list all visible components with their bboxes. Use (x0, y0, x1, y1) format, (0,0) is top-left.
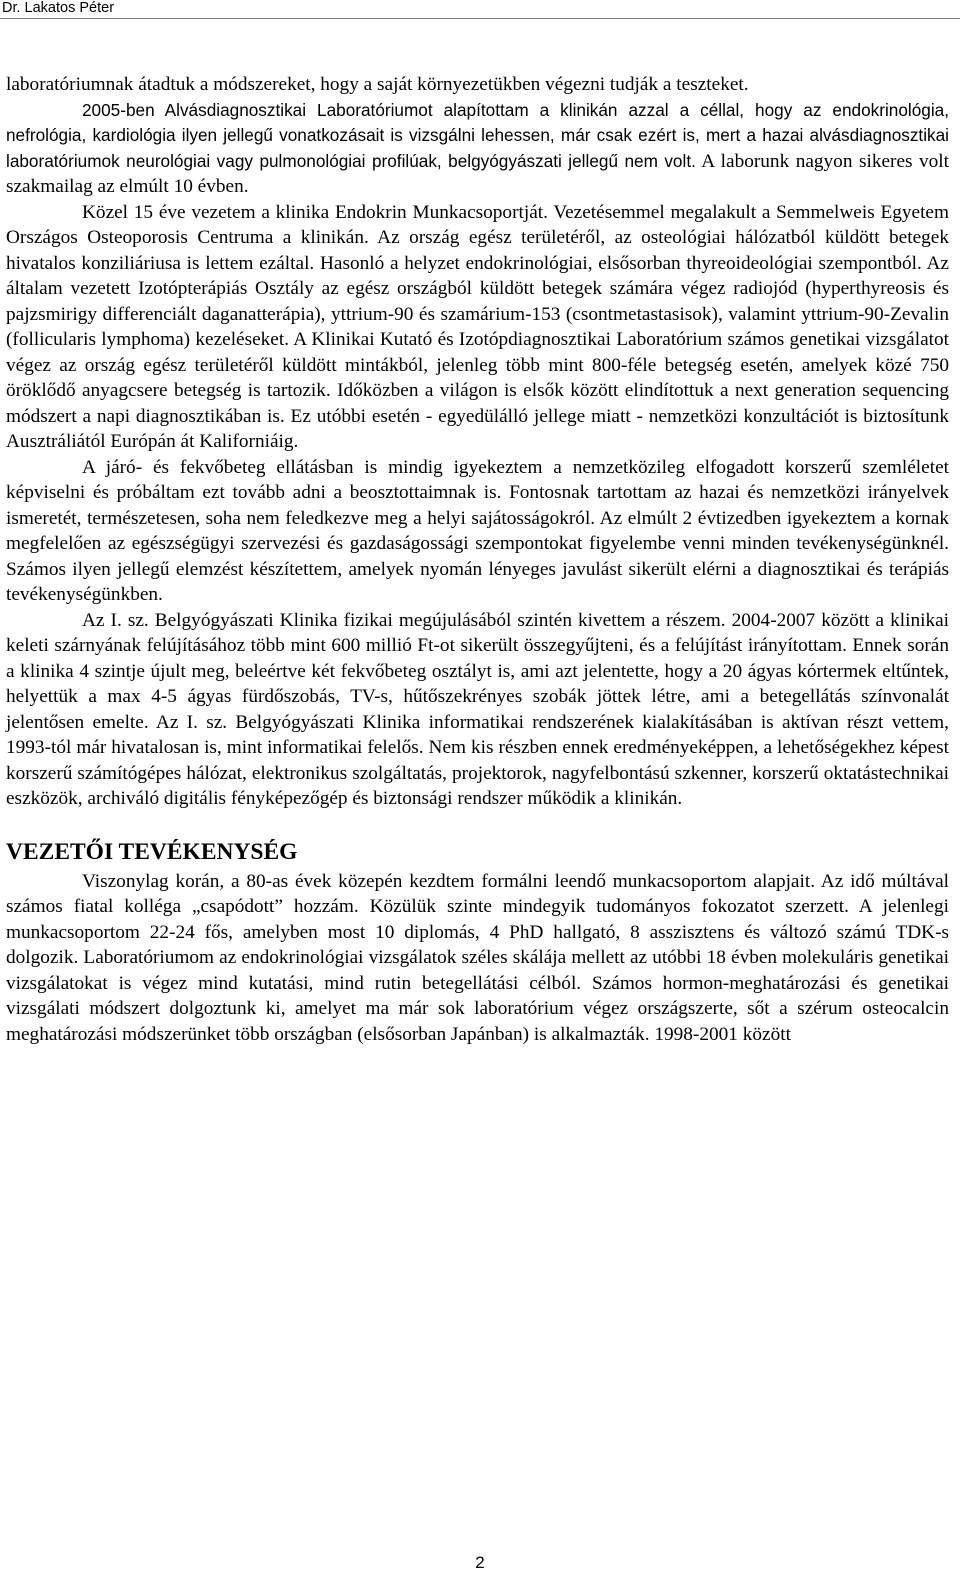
paragraph-intro-continuation: laboratóriumnak átadtuk a módszereket, hogy a saját környezetükben végezni tudják a teszteket. (6, 74, 749, 95)
document-body (6, 72, 949, 1047)
paragraph-patient-care: A járó- és fekvőbeteg ellátásban is mindig igyekeztem a nemzetközileg elfogadott korszerű szemléletet képviselni és próbáltam ezt tovább adni a beosztottaimnak is. Fontosnak tartottam az hazai és nemzetközi irányelvek ismeretét, természetesen, soha nem feledkezve meg a helyi sajátosságokról. Az elmúlt 2 évtizedben igyekeztem a kornak megfelelően az egészségügyi szervezési és gazdaságossági szempontokat figyelembe venni minden tevékenységünknél. Számos ilyen jellegű elemzést készítettem, amelyek nyomán lényeges javulást sikerült elérni a diagnosztikai és terápiás tevékenységünkben. (6, 456, 949, 605)
paragraph-sleep-lab (6, 98, 949, 200)
paragraph-endocrine-group: Közel 15 éve vezetem a klinika Endokrin Munkacsoportját. Vezetésemmel megalakult a Semmelweis Egyetem Országos Osteoporosis Centruma a klinikán. Az ország egész területéről, az osteológiai hálózatból küldött betegek hivatalos konziliáriusa is lettem ezáltal. Hasonló a helyzet endokrinológiai, elsősorban thyreoideológiai szempontból. Az általam vezetett Izotópterápiás Osztály az egész országból küldött betegek számára végez radiojód (hyperthyreosis és pajzsmirigy differenciált daganatterápia), yttrium-90 és szamárium-153 (csontmetastasisok), valamint yttrium-90-Zevalin (follicularis lymphoma) kezeléseket. A Klinikai Kutató és Izotópdiagnosztikai Laboratórium számos genetikai vizsgálatot végez az ország egész területéről küldött mintákból, jelenleg több mint 800-féle betegség esetén, amelyek közé 750 öröklődő anyagcsere betegség is tartozik. Időközben a világon is elsők között elindítottuk a next generation sequencing módszert a napi diagnosztikában is. Ez utóbbi esetén - egyedülálló jellege miatt - nemzetközi konzultációt is biztosítunk Ausztráliától Európán át Kaliforniáig. (6, 201, 949, 452)
section-heading-leadership: VEZETŐI TEVÉKENYSÉG (6, 838, 298, 865)
paragraph-clinic-renewal: Az I. sz. Belgyógyászati Klinika fizikai megújulásából szintén kivettem a részem. 2004-2007 között a klinikai keleti szárnyának felújításához több mint 600 millió Ft-ot sikerült összegyűjteni, és a felújítást irányítottam. Ennek során a klinika 4 szintje újult meg, beleértve két fekvőbeteg osztályt is, ami azt jelentette, hogy a 20 ágyas kórtermek eltűntek, helyettük a max 4-5 ágyas fürdőszobás, TV-s, hűtőszekrényes szobák jöttek létre, ami a betegellátás színvonalát jelentősen emelte. Az I. sz. Belgyógyászati Klinika informatikai rendszerének kialakításában is aktívan részt vettem, 1993-tól már hivatalosan is, mint informatikai felelős. Nem kis részben ennek eredményeképpen, a lehetőségekhez képest korszerű számítógépes hálózat, elektronikus szolgáltatás, projektorok, nagyfelbontású szkenner, korszerű oktatástechnikai eszközök, archiváló digitális fényképezőgép és biztonsági rendszer működik a klinikán. (6, 609, 949, 809)
header-author: Dr. Lakatos Péter (2, 0, 115, 16)
sleep-lab-text-serif: A laborunk nagyon sikeres volt szakmailag az elmúlt 10 évben. (6, 150, 950, 197)
page-number: 2 (475, 1553, 485, 1572)
sleep-lab-text-sans: 2005-ben Alvásdiagnosztikai Laboratóriumot alapítottam a klinikán azzal a céllal, hogy az endokrinológia, nefrológia, kardiológia ilyen jellegű vonatkozásait is vizsgálni lehessen, már csak ezért is, mert a hazai alvásdiagnosztikai laboratóriumok neurológiai vagy pulmonológiai profilúak, belgyógyászati jellegű nem volt. (6, 99, 949, 171)
page-header (0, 0, 960, 19)
paragraph-leadership: Viszonylag korán, a 80-as évek közepén kezdtem formálni leendő munkacsoportom alapjait. Az idő múltával számos fiatal kolléga „csapódott” hozzám. Közülük szinte mindegyik tudományos fokozatot szerzett. A jelenlegi munkacsoportom 22-24 fős, amelyben most 10 diplomás, 4 PhD hallgató, 8 asszisztens és változó számú TDK-s dolgozik. Laboratóriumom az endokrinológiai vizsgálatok széles skálája mellett az utóbbi 18 évben molekuláris genetikai vizsgálatokat is végez mind kutatási, mind rutin betegellátási célból. Számos hormon-meghatározási és genetikai vizsgálati módszert dolgoztunk ki, amelyet ma már sok laboratórium végez országszerte, sőt a szérum osteocalcin meghatározási módszerünket több országban (elsősorban Japánban) is alkalmazták. 1998-2001 között (6, 870, 949, 1045)
